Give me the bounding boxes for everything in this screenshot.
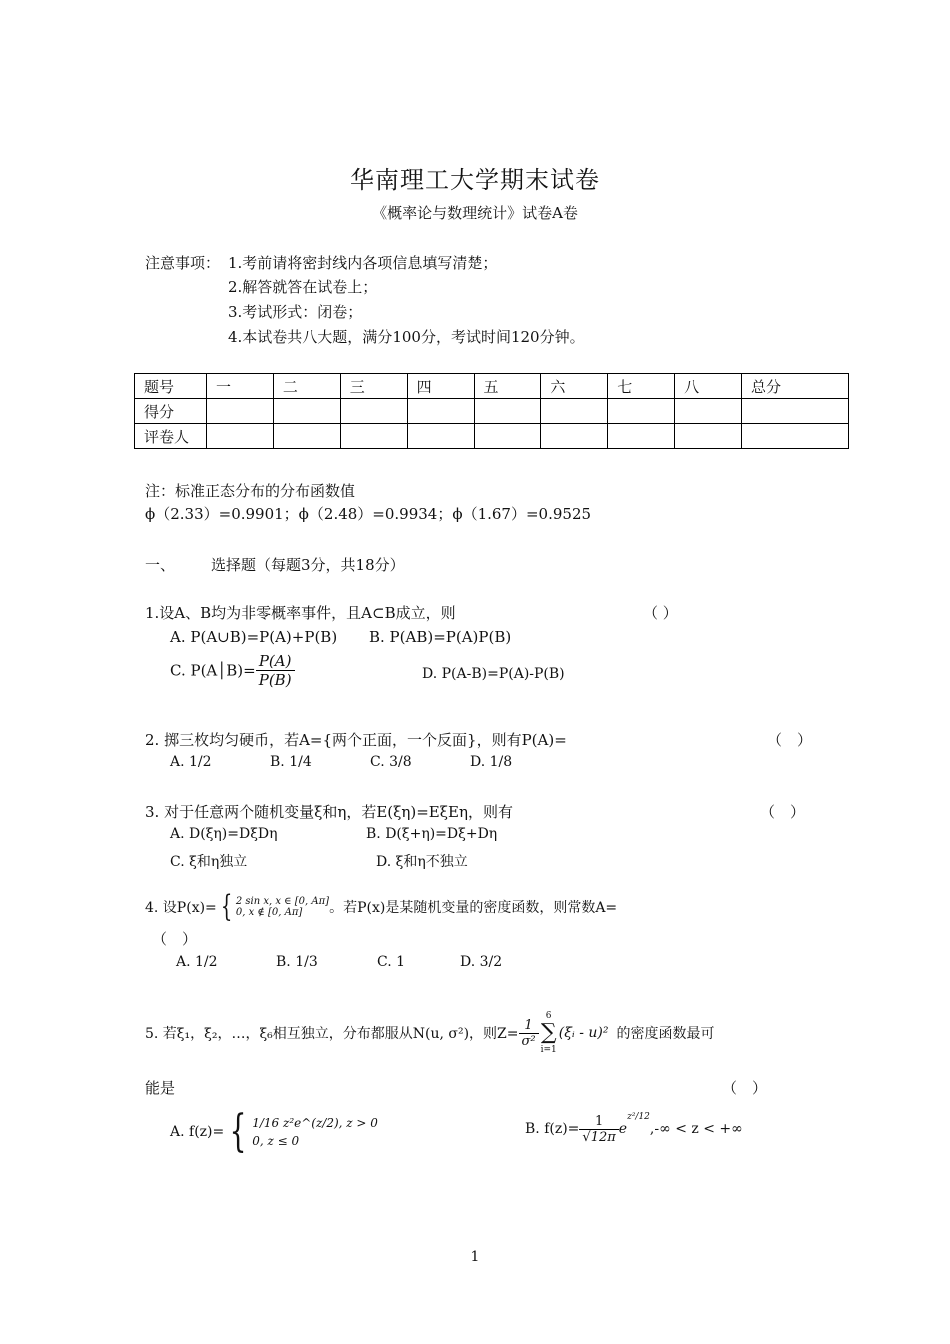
note-line-1: 注：标准正态分布的分布函数值	[145, 482, 356, 500]
question-5-answer-paren[interactable]: （ ）	[722, 1079, 768, 1097]
grader-cell[interactable]	[474, 424, 541, 449]
question-5-stem	[145, 1010, 714, 1056]
case-line-2: 0, x ∉ [0, Aπ]	[235, 907, 303, 918]
question-5-suffix: 的密度函数最可	[616, 1026, 715, 1042]
score-cell[interactable]	[742, 399, 849, 424]
left-brace-icon: {	[229, 1106, 247, 1157]
fraction-denominator: √12π	[582, 1129, 616, 1145]
row-label-score: 得分	[135, 399, 207, 424]
table-row	[135, 424, 849, 449]
question-4-option-b: B. 1/3	[276, 954, 318, 970]
fraction-numerator: 1	[579, 1114, 618, 1130]
case-line-1: 1/16 z²e^(z/2), z > 0	[252, 1116, 378, 1130]
sum-lower-limit: i=1	[540, 1045, 557, 1055]
question-1-option-d: D. P(A-B)=P(A)-P(B)	[422, 666, 565, 682]
score-cell[interactable]	[675, 399, 742, 424]
score-cell[interactable]	[407, 399, 474, 424]
question-1-option-b: B. P(AB)=P(A)P(B)	[369, 628, 512, 646]
question-3-option-a: A. D(ξη)=DξDη	[170, 826, 278, 842]
fraction-denominator: σ²	[521, 1033, 536, 1049]
note-line-2: ϕ（2.33）=0.9901；ϕ（2.48）=0.9934；ϕ（1.67）=0.9525	[145, 505, 592, 523]
question-2-stem: 2. 掷三枚均匀硬币，若A={两个正面，一个反面}，则有P(A)=	[145, 731, 567, 749]
question-5-line-2: 能是	[145, 1079, 176, 1097]
table-header-cell: 总分	[742, 374, 849, 399]
sum-body: (ξᵢ - u)²	[558, 1025, 609, 1041]
question-2-option-c: C. 3/8	[370, 754, 412, 770]
grader-cell[interactable]	[340, 424, 407, 449]
fraction-denominator: P(B)	[258, 671, 292, 689]
question-4-answer-paren[interactable]: （ ）	[152, 930, 198, 948]
question-5-option-b: B. f(z)= $\frac{1}{√12\pi}$ $e^{z^2/12},-\infty < z$ < +∞	[525, 1112, 743, 1145]
score-cell[interactable]	[273, 399, 340, 424]
score-cell[interactable]	[207, 399, 274, 424]
table-header-cell: 七	[608, 374, 675, 399]
question-3-option-c: C. ξ和η独立	[170, 854, 248, 870]
score-table	[134, 373, 849, 449]
question-4-option-d: D. 3/2	[460, 954, 503, 970]
question-1-stem: 1.设A、B均为非零概率事件，且A⊂B成立，则	[145, 604, 456, 622]
question-4-option-a: A. 1/2	[176, 954, 218, 970]
fraction	[519, 1018, 539, 1049]
notice-item-3: 3.考试形式：闭卷；	[228, 303, 363, 321]
piecewise-cases	[236, 896, 329, 918]
grader-cell[interactable]	[207, 424, 274, 449]
table-header-cell: 四	[407, 374, 474, 399]
summation	[541, 1010, 557, 1056]
table-header-cell: 三	[340, 374, 407, 399]
question-5-prefix: 5. 若ξ₁，ξ₂，…，ξ₆相互独立，分布都服从N(u, σ²)，则Z=	[145, 1026, 519, 1042]
question-4-option-c: C. 1	[377, 954, 406, 970]
exam-subtitle: 《概率论与数理统计》试卷A卷	[372, 204, 578, 222]
grader-cell[interactable]	[608, 424, 675, 449]
exponent: z²/12	[627, 1112, 650, 1122]
question-2-option-b: B. 1/4	[270, 754, 312, 770]
option-b-domain: ,-∞ < z < +∞	[649, 1121, 743, 1137]
sum-upper-limit: 6	[545, 1011, 552, 1021]
grader-cell[interactable]	[541, 424, 608, 449]
sigma-icon: ∑	[540, 1020, 557, 1045]
case-line-2: 0, z ≤ 0	[252, 1134, 300, 1148]
grader-cell[interactable]	[675, 424, 742, 449]
section-number: 一、	[145, 556, 176, 574]
question-5-option-a	[170, 1106, 378, 1157]
notice-item-2: 2.解答就答在试卷上；	[228, 278, 378, 296]
fraction-numerator: 1	[519, 1018, 539, 1034]
score-table-header-row	[135, 374, 849, 399]
question-3-stem: 3. 对于任意两个随机变量ξ和η，若E(ξη)=EξEη，则有	[145, 803, 513, 821]
question-3-option-b: B. D(ξ+η)=Dξ+Dη	[366, 826, 498, 842]
table-header-cell: 二	[273, 374, 340, 399]
table-header-cell: 六	[541, 374, 608, 399]
row-label-grader: 评卷人	[135, 424, 207, 449]
piecewise-cases	[252, 1114, 378, 1150]
fraction-numerator: P(A)	[256, 652, 295, 671]
table-header-cell: 八	[675, 374, 742, 399]
option-c-prefix: C. P(A│B)=	[170, 661, 256, 680]
question-1-option-c	[170, 652, 295, 689]
notice-item-1: 1.考前请将密封线内各项信息填写清楚；	[228, 254, 498, 272]
option-b-prefix: B. f(z)=	[525, 1121, 580, 1137]
case-line-1: 2 sin x, x ∈ [0, Aπ]	[235, 896, 330, 907]
question-1-option-a: A. P(A∪B)=P(A)+P(B)	[170, 628, 338, 646]
notice-item-4: 4.本试卷共八大题，满分100分，考试时间120分钟。	[228, 328, 585, 346]
question-2-option-d: D. 1/8	[470, 754, 513, 770]
question-3-option-d: D. ξ和η不独立	[376, 854, 468, 870]
grader-cell[interactable]	[273, 424, 340, 449]
score-cell[interactable]	[608, 399, 675, 424]
question-4-suffix: 。若P(x)是某随机变量的密度函数，则常数A=	[329, 900, 618, 916]
table-header-cell: 题号	[135, 374, 207, 399]
grader-cell[interactable]	[407, 424, 474, 449]
question-1-answer-paren[interactable]: （ ）	[643, 604, 678, 622]
page-number: 1	[470, 1249, 480, 1265]
option-a-prefix: A. f(z)=	[170, 1124, 225, 1140]
table-header-cell: 一	[207, 374, 274, 399]
section-title: 选择题（每题3分，共18分）	[211, 556, 405, 574]
page-title: 华南理工大学期末试卷	[350, 166, 600, 194]
notice-label: 注意事项：	[145, 254, 221, 272]
score-cell[interactable]	[340, 399, 407, 424]
question-2-option-a: A. 1/2	[170, 754, 212, 770]
table-row	[135, 399, 849, 424]
question-3-answer-paren[interactable]: （ ）	[760, 803, 806, 821]
score-cell[interactable]	[541, 399, 608, 424]
fraction	[256, 652, 295, 689]
question-2-answer-paren[interactable]: （ ）	[767, 731, 813, 749]
question-4-stem	[145, 889, 618, 932]
grader-cell[interactable]	[742, 424, 849, 449]
score-cell[interactable]	[474, 399, 541, 424]
fraction	[579, 1114, 618, 1145]
left-brace-icon: {	[220, 889, 233, 924]
table-header-cell: 五	[474, 374, 541, 399]
question-4-prefix: 4. 设P(x)=	[145, 900, 217, 916]
